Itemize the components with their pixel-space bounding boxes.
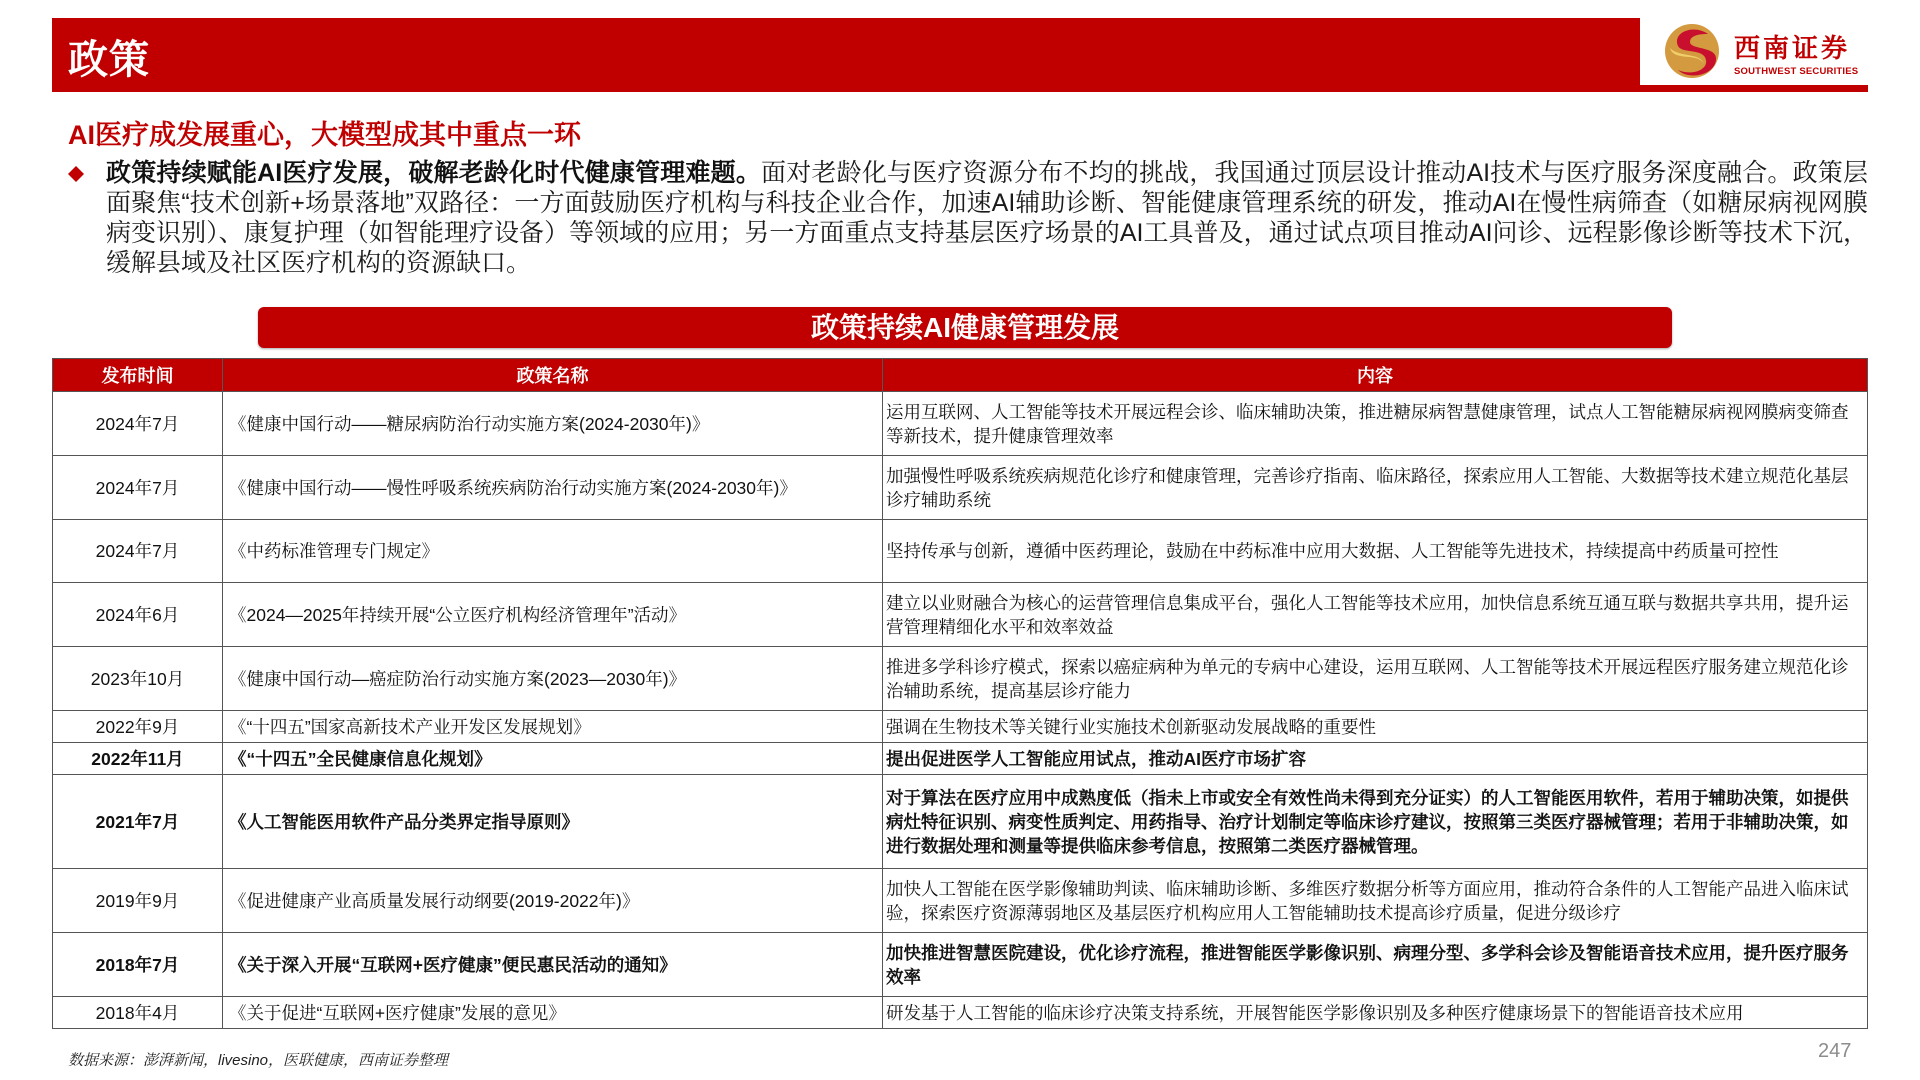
cell-content: 建立以业财融合为核心的运营管理信息集成平台，强化人工智能等技术应用，加快信息系统互通互联与数据共享共用，提升运营管理精细化水平和效率效益 — [883, 583, 1868, 647]
cell-policy-name: 《健康中国行动——慢性呼吸系统疾病防治行动实施方案(2024-2030年)》 — [223, 456, 883, 520]
cell-policy-name: 《促进健康产业高质量发展行动纲要(2019-2022年)》 — [223, 869, 883, 933]
cell-content: 加快人工智能在医学影像辅助判读、临床辅助诊断、多维医疗数据分析等方面应用，推动符合条件的人工智能产品进入临床试验，探索医疗资源薄弱地区及基层医疗机构应用人工智能辅助技术提高诊疗质量，促进分级诊疗 — [883, 869, 1868, 933]
page-number: 247 — [1818, 1040, 1852, 1062]
data-source-note: 数据来源：澎湃新闻，livesino，医联健康，西南证券整理 — [68, 1052, 449, 1069]
table-row — [53, 711, 1868, 743]
cell-policy-name: 《“十四五”国家高新技术产业开发区发展规划》 — [223, 711, 883, 743]
policy-table — [52, 358, 1868, 1029]
table-header-row — [53, 359, 1868, 392]
cell-policy-name: 《“十四五”全民健康信息化规划》 — [223, 743, 883, 775]
cell-content: 强调在生物技术等关键行业实施技术创新驱动发展战略的重要性 — [883, 711, 1868, 743]
table-row — [53, 583, 1868, 647]
cell-content: 加强慢性呼吸系统疾病规范化诊疗和健康管理，完善诊疗指南、临床路径，探索应用人工智能、大数据等技术建立规范化基层诊疗辅助系统 — [883, 456, 1868, 520]
cell-content: 提出促进医学人工智能应用试点，推动AI医疗市场扩容 — [883, 743, 1868, 775]
cell-policy-name: 《人工智能医用软件产品分类界定指导原则》 — [223, 775, 883, 869]
cell-content: 推进多学科诊疗模式，探索以癌症病种为单元的专病中心建设，运用互联网、人工智能等技术开展远程医疗服务建立规范化诊治辅助系统，提高基层诊疗能力 — [883, 647, 1868, 711]
logo-english-name: SOUTHWEST SECURITIES — [1734, 66, 1859, 77]
table-row — [53, 743, 1868, 775]
cell-date: 2024年7月 — [53, 456, 223, 520]
slide-subtitle: AI医疗成发展重心，大模型成其中重点一环 — [68, 120, 581, 150]
summary-bullet — [68, 158, 1868, 278]
header-date: 发布时间 — [53, 359, 223, 392]
cell-content: 运用互联网、人工智能等技术开展远程会诊、临床辅助决策，推进糖尿病智慧健康管理，试点人工智能糖尿病视网膜病变筛查等新技术，提升健康管理效率 — [883, 392, 1868, 456]
cell-policy-name: 《健康中国行动——糖尿病防治行动实施方案(2024-2030年)》 — [223, 392, 883, 456]
cell-date: 2024年6月 — [53, 583, 223, 647]
header-content: 内容 — [883, 359, 1868, 392]
table-row — [53, 456, 1868, 520]
logo-chinese-name: 西南证券 — [1734, 34, 1851, 64]
table-row — [53, 647, 1868, 711]
cell-policy-name: 《关于深入开展“互联网+医疗健康”便民惠民活动的通知》 — [223, 933, 883, 997]
company-logo — [1640, 18, 1868, 85]
header-policy-name: 政策名称 — [223, 359, 883, 392]
cell-date: 2018年4月 — [53, 997, 223, 1029]
table-row — [53, 520, 1868, 583]
cell-policy-name: 《2024—2025年持续开展“公立医疗机构经济管理年”活动》 — [223, 583, 883, 647]
cell-content: 坚持传承与创新，遵循中医药理论，鼓励在中药标准中应用大数据、人工智能等先进技术，持续提高中药质量可控性 — [883, 520, 1868, 583]
cell-date: 2021年7月 — [53, 775, 223, 869]
diamond-icon — [68, 166, 84, 182]
section-header-bar — [52, 18, 1640, 92]
table-row — [53, 869, 1868, 933]
cell-date: 2018年7月 — [53, 933, 223, 997]
table-row — [53, 997, 1868, 1029]
table-row — [53, 392, 1868, 456]
bullet-paragraph — [106, 158, 1868, 278]
southwest-securities-logo-icon — [1664, 22, 1720, 80]
logo-underline — [1640, 85, 1868, 92]
section-title: 政策 — [68, 38, 150, 82]
cell-content: 研发基于人工智能的临床诊疗决策支持系统，开展智能医学影像识别及多种医疗健康场景下的智能语音技术应用 — [883, 997, 1868, 1029]
cell-content: 加快推进智慧医院建设，优化诊疗流程，推进智能医学影像识别、病理分型、多学科会诊及智能语音技术应用，提升医疗服务效率 — [883, 933, 1868, 997]
table-title: 政策持续AI健康管理发展 — [810, 312, 1119, 343]
cell-date: 2024年7月 — [53, 520, 223, 583]
cell-date: 2019年9月 — [53, 869, 223, 933]
table-row — [53, 933, 1868, 997]
cell-date: 2022年9月 — [53, 711, 223, 743]
table-row — [53, 775, 1868, 869]
bullet-lead: 政策持续赋能AI医疗发展，破解老龄化时代健康管理难题。 — [106, 159, 762, 187]
cell-content: 对于算法在医疗应用中成熟度低（指未上市或安全有效性尚未得到充分证实）的人工智能医用软件，若用于辅助决策，如提供病灶特征识别、病变性质判定、用药指导、治疗计划制定等临床诊疗建议，按照第三类医疗器械管理；若用于非辅助决策，如进行数据处理和测量等提供临床参考信息，按照第二类医疗器械管理。 — [883, 775, 1868, 869]
cell-date: 2022年11月 — [53, 743, 223, 775]
table-title-bar — [258, 307, 1672, 348]
cell-date: 2024年7月 — [53, 392, 223, 456]
bullet-body: 面对老龄化与医疗资源分布不均的挑战，我国通过顶层设计推动AI技术与医疗服务深度融合。政策层面聚焦“技术创新+场景落地”双路径：一方面鼓励医疗机构与科技企业合作，加速AI辅助诊断、智能健康管理系统的研发，推动AI在慢性病筛查（如糖尿病视网膜病变识别）、康复护理（如智能理疗设备）等领域的应用；另一方面重点支持基层医疗场景的AI工具普及，通过试点项目推动AI问诊、远程影像诊断等技术下沉，缓解县域及社区医疗机构的资源缺口。 — [106, 159, 1868, 277]
cell-policy-name: 《关于促进“互联网+医疗健康”发展的意见》 — [223, 997, 883, 1029]
cell-policy-name: 《中药标准管理专门规定》 — [223, 520, 883, 583]
cell-policy-name: 《健康中国行动—癌症防治行动实施方案(2023—2030年)》 — [223, 647, 883, 711]
cell-date: 2023年10月 — [53, 647, 223, 711]
